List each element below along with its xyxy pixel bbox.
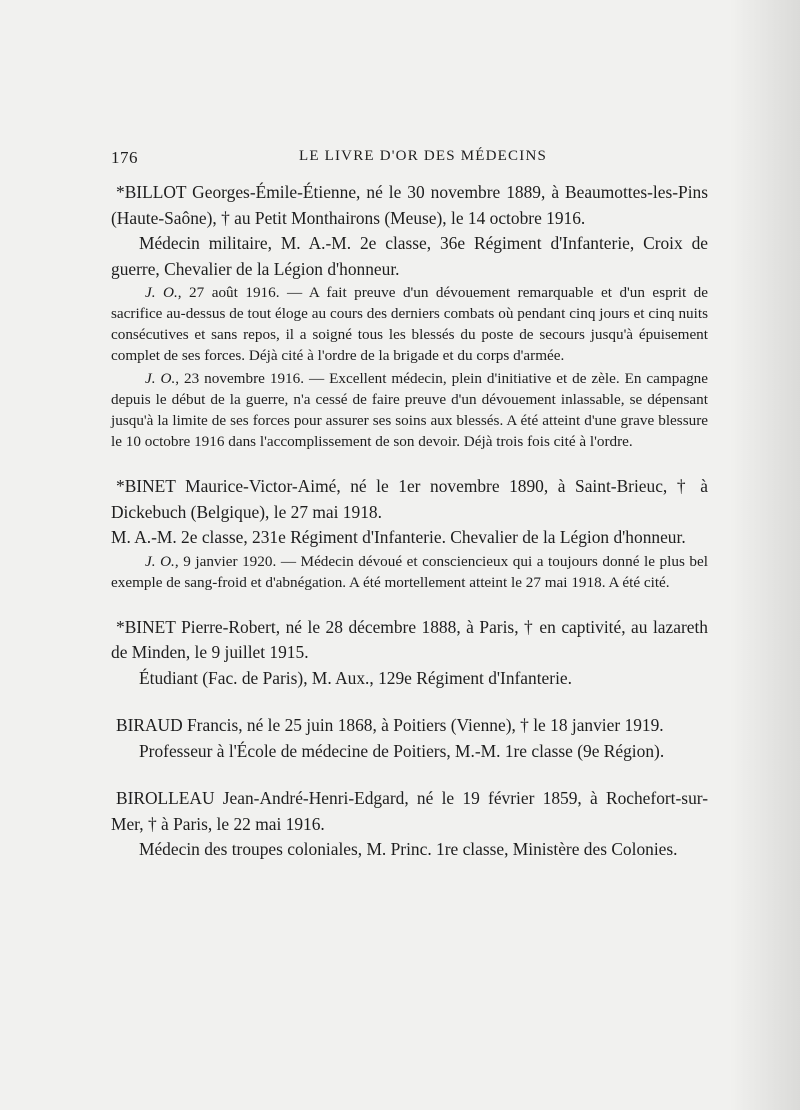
citation	[111, 551, 708, 593]
citation-text: , 23 novembre 1916. — Excellent médecin, plein d'initiative et de zèle. En campagne depuis le début de la guerre, n'a cessé de faire preuve d'un dévouement inlassable, se dépensant jusqu'à la limite de ses forces pour assurer ses soins aux blessés. A été atteint d'une grave blessure le 10 octobre 1916 dans l'accomplissement de son devoir. Déjà trois fois cité à l'ordre.	[111, 370, 708, 450]
entry-birolleau	[111, 786, 708, 863]
entry-billot	[111, 180, 708, 452]
page-edge-shadow	[730, 0, 800, 1110]
entry-heading: *BINET Pierre-Robert, né le 28 décembre 1888, à Paris, † en captivité, au lazareth de Minden, le 9 juillet 1915.	[111, 616, 708, 662]
entry-biraud	[111, 713, 708, 764]
entry-heading: BIRAUD Francis, né le 25 juin 1868, à Poitiers (Vienne), † le 18 janvier 1919.	[116, 715, 664, 735]
page-body	[111, 180, 708, 863]
journal-officiel-ref: J. O.	[145, 370, 176, 387]
entry-service: M. A.-M. 2e classe, 231e Régiment d'Infanterie. Chevalier de la Légion d'honneur.	[111, 527, 686, 547]
entry-binet-maurice	[111, 474, 708, 593]
journal-officiel-ref: J. O.	[145, 284, 178, 301]
entry-heading: BIROLLEAU Jean-André-Henri-Edgard, né le 19 février 1859, à Rochefort-sur-Mer, † à Paris, le 22 mai 1916.	[111, 788, 708, 834]
entry-binet-pierre	[111, 615, 708, 692]
entry-service: Médecin des troupes coloniales, M. Princ. 1re classe, Ministère des Colonies.	[139, 839, 678, 859]
entry-heading: *BINET Maurice-Victor-Aimé, né le 1er novembre 1890, à Saint-Brieuc, † à Dickebuch (Belgique), le 27 mai 1918.	[111, 476, 708, 522]
entry-service: Étudiant (Fac. de Paris), M. Aux., 129e Régiment d'Infanterie.	[139, 667, 572, 688]
citation-text: , 9 janvier 1920. — Médecin dévoué et consciencieux qui a toujours donné le plus bel exemple de sang-froid et d'abnégation. A été mortellement atteint le 27 mai 1918. A été cité.	[111, 552, 708, 591]
citation	[111, 282, 708, 366]
entry-heading: *BILLOT Georges-Émile-Étienne, né le 30 novembre 1889, à Beaumottes-les-Pins (Haute-Saône), † au Petit Monthairons (Meuse), le 14 octobre 1916.	[111, 182, 708, 228]
citation	[111, 368, 708, 452]
journal-officiel-ref: J. O.	[145, 552, 175, 570]
citation-text: , 27 août 1916. — A fait preuve d'un dévouement remarquable et d'un esprit de sacrifice au-dessus de tout éloge au cours des derniers combats où pendant cinq jours et cinq nuits consécutives et sans repos, il a soigné tous les blessés du poste de secours jusqu'à épuisement complet de ses forces. Déjà cité à l'ordre de la brigade et du corps d'armée.	[111, 284, 708, 364]
running-title: LE LIVRE D'OR DES MÉDECINS	[298, 148, 548, 164]
page-number: 176	[111, 148, 138, 167]
entry-service: Professeur à l'École de médecine de Poitiers, M.-M. 1re classe (9e Région).	[139, 740, 665, 761]
entry-service: Médecin militaire, M. A.-M. 2e classe, 36e Régiment d'Infanterie, Croix de guerre, Chevalier de la Légion d'honneur.	[111, 233, 708, 279]
running-header	[108, 148, 708, 165]
